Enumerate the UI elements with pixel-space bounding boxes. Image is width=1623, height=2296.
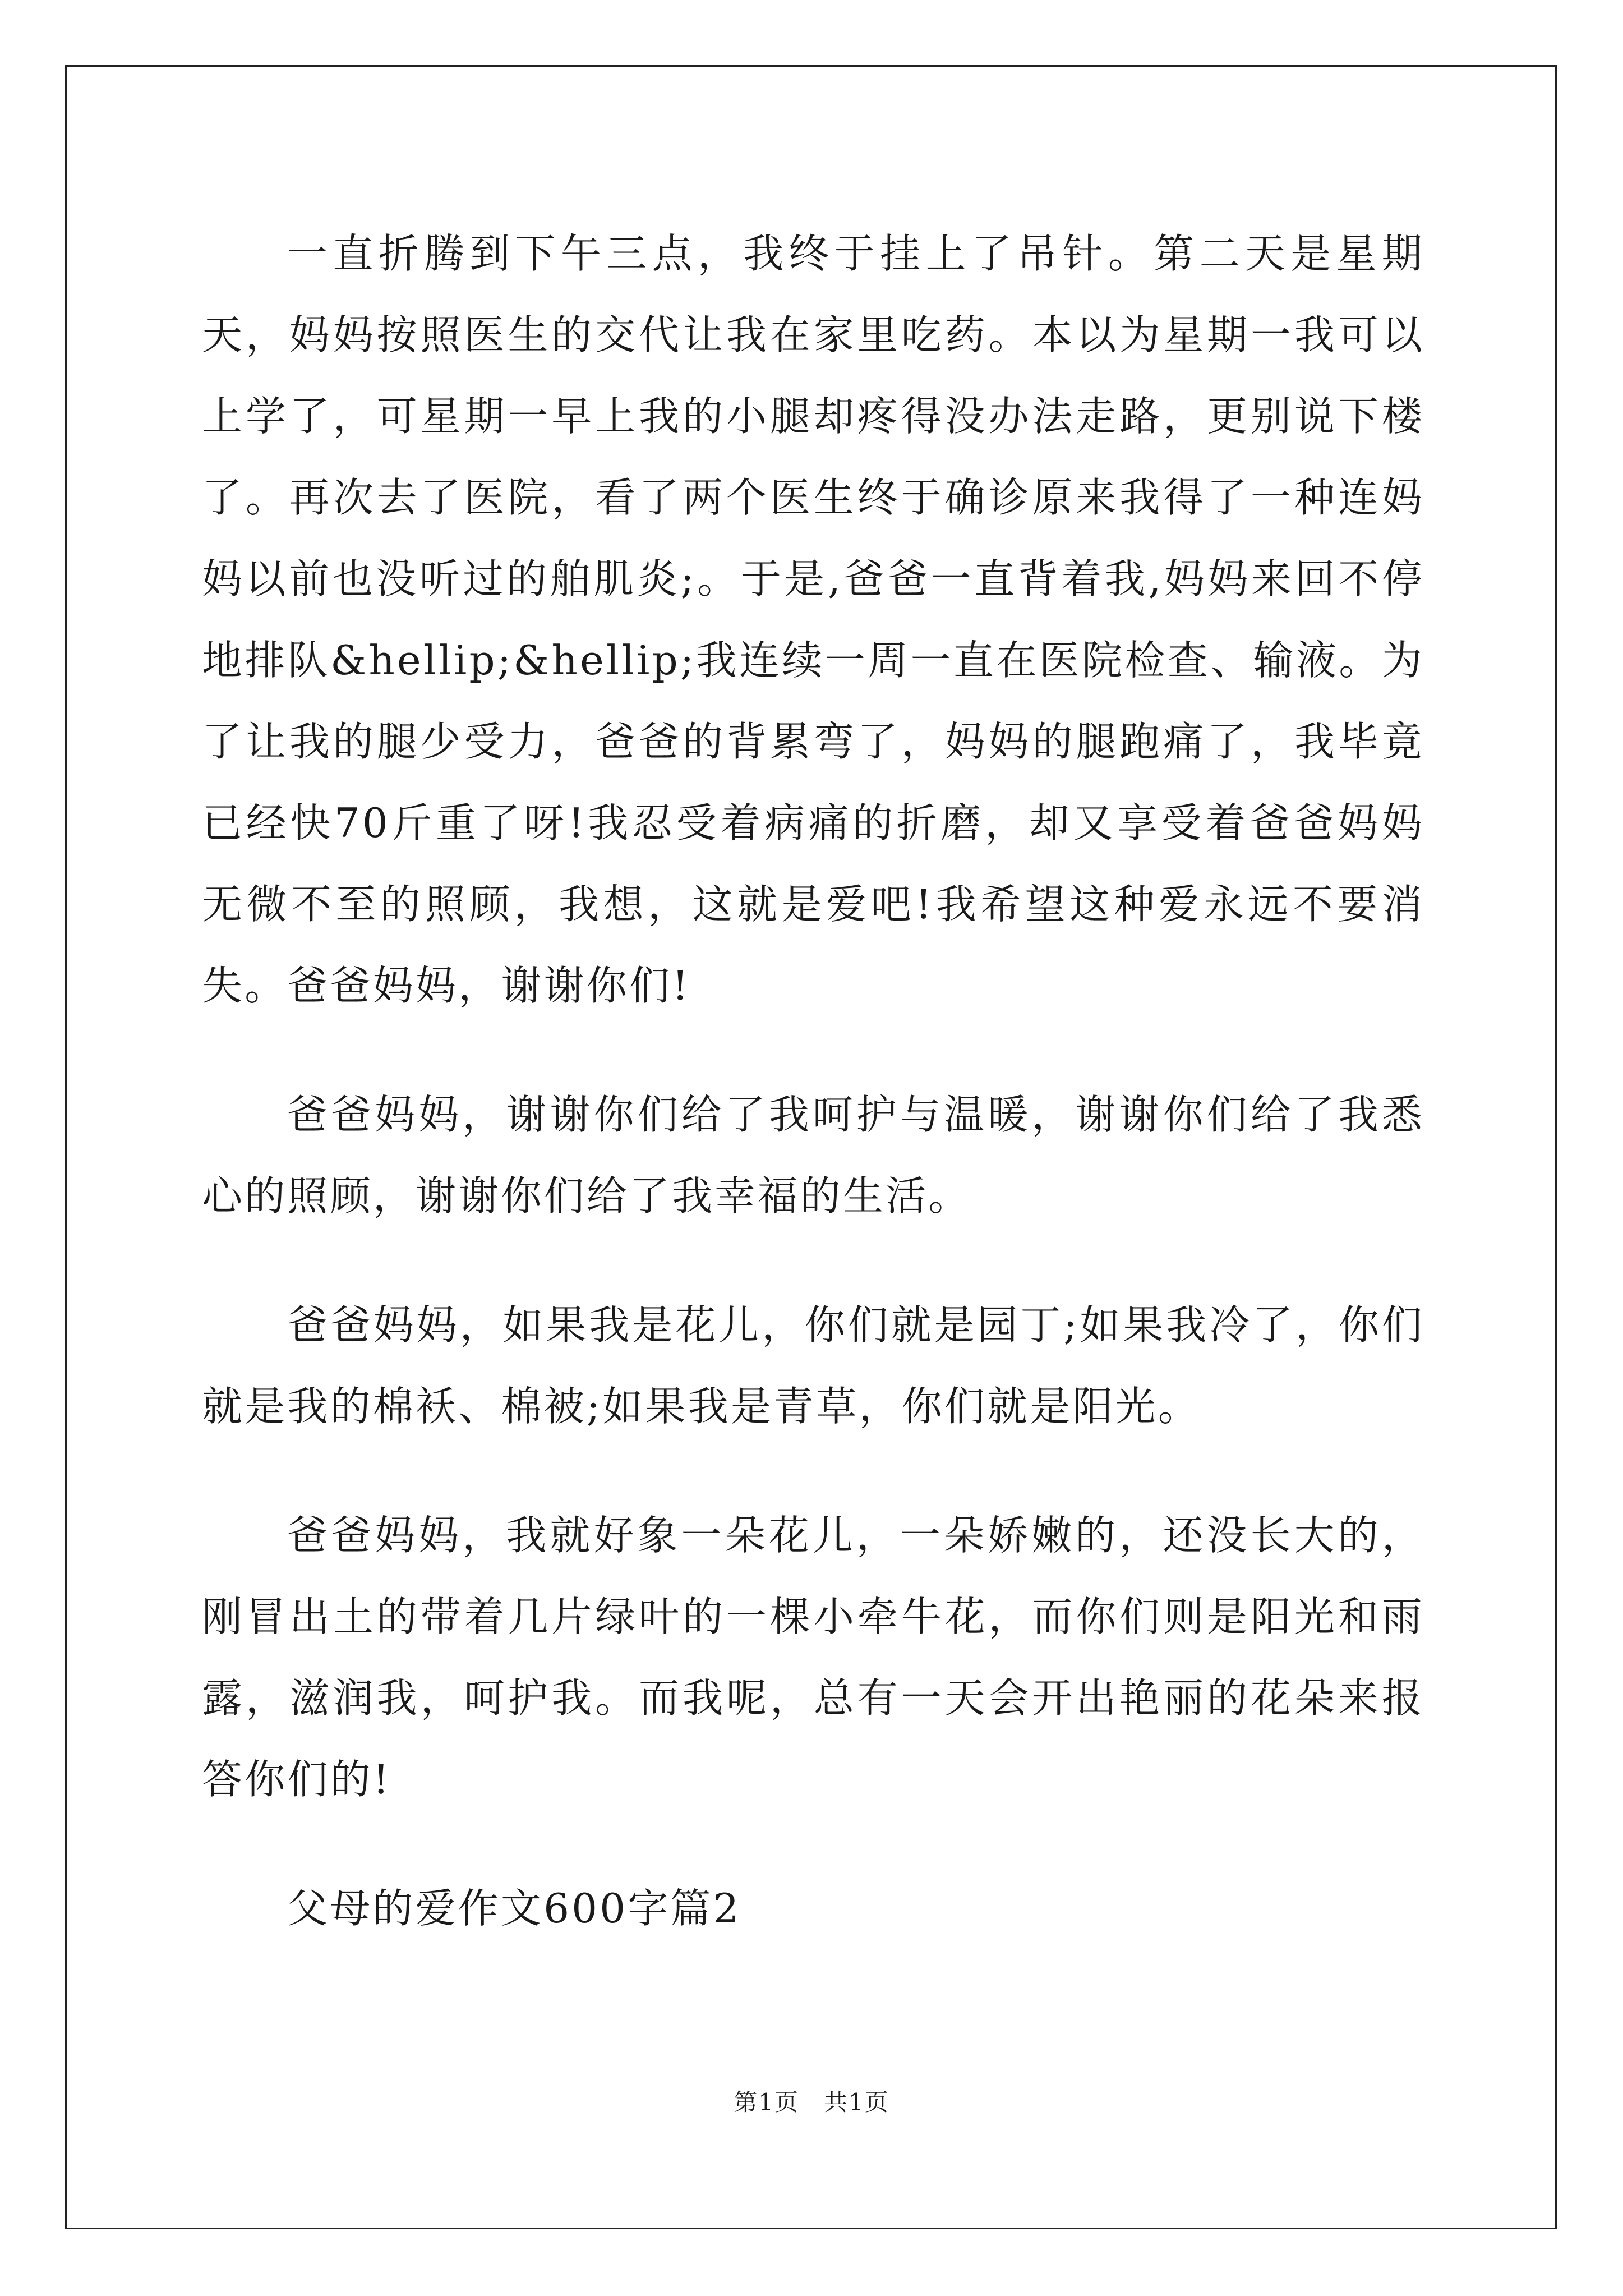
page-number: 第1页 共1页: [734, 2088, 889, 2116]
section-heading: 父母的爱作文600字篇2: [287, 1885, 741, 1932]
paragraph: 爸爸妈妈，我就好象一朵花儿，一朵娇嫩的，还没长大的，刚冒出土的带着几片绿叶的一棵小牵牛花，而你们则是阳光和雨露，滋润我，呵护我。而我呢，总有一天会开出艳丽的花朵来报答你们的!: [202, 1512, 1424, 1803]
paragraph: 爸爸妈妈，如果我是花儿，你们就是园丁;如果我冷了，你们就是我的棉袄、棉被;如果我是青草，你们就是阳光。: [202, 1301, 1424, 1430]
document-body: [202, 213, 1424, 1949]
paragraph: 一直折腾到下午三点，我终于挂上了吊针。第二天是星期天，妈妈按照医生的交代让我在家里吃药。本以为星期一我可以上学了，可星期一早上我的小腿却疼得没办法走路，更别说下楼了。再次去了医院，看了两个医生终于确诊原来我得了一种连妈妈以前也没听过的舶肌炎;。于是,爸爸一直背着我,妈妈来回不停地排队&hellip;&hellip;我连续一周一直在医院检查、输液。为了让我的腿少受力，爸爸的背累弯了，妈妈的腿跑痛了，我毕竟已经快70斤重了呀!我忍受着病痛的折磨，却又享受着爸爸妈妈无微不至的照顾，我想，这就是爱吧!我希望这种爱永远不要消失。爸爸妈妈，谢谢你们!: [202, 230, 1424, 1009]
paragraph: 爸爸妈妈，谢谢你们给了我呵护与温暖，谢谢你们给了我悉心的照顾，谢谢你们给了我幸福的生活。: [202, 1091, 1424, 1220]
